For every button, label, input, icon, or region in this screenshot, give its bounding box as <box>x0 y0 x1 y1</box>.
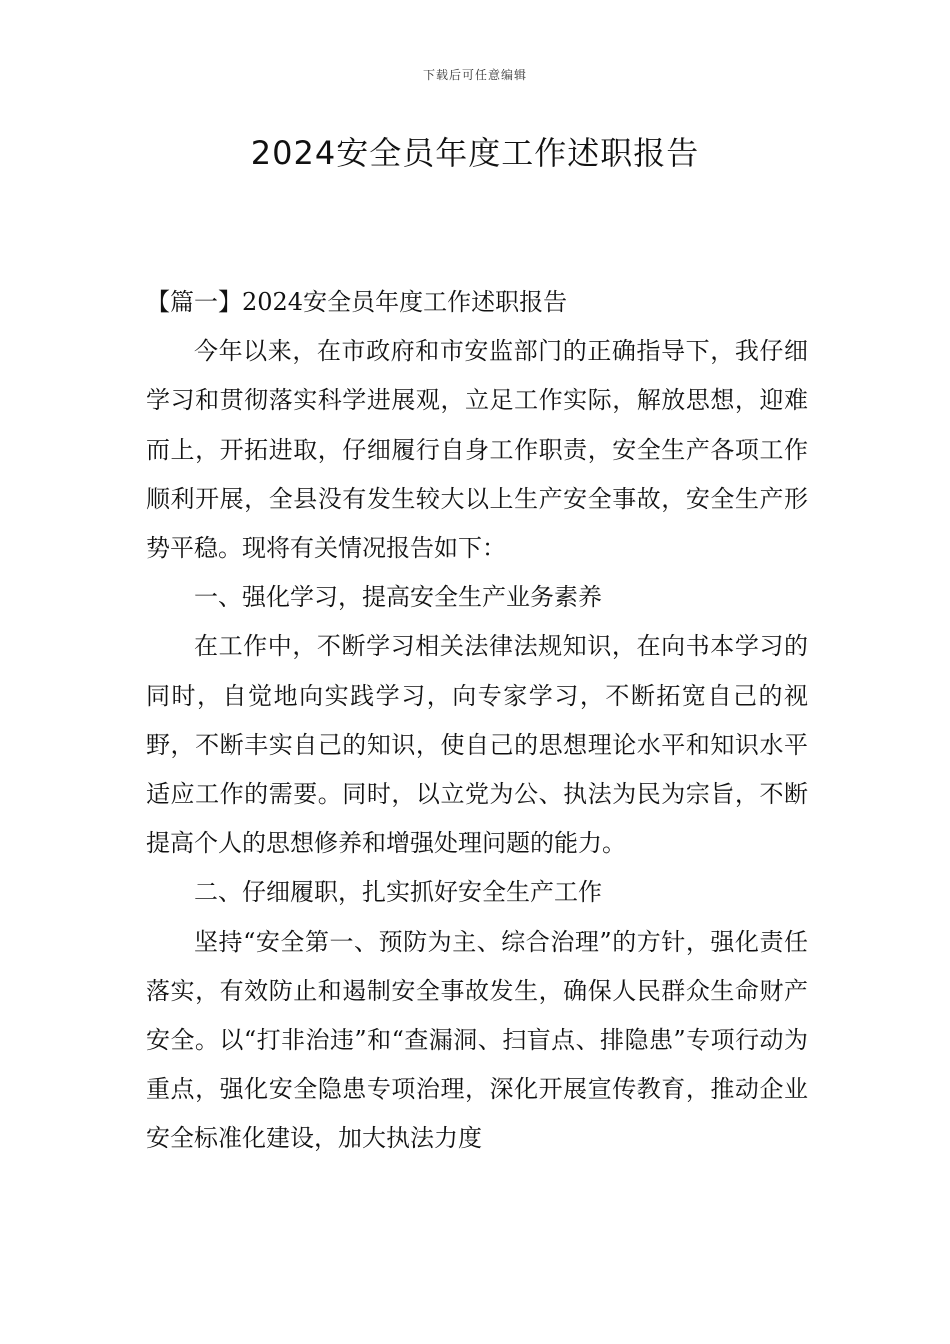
section-heading: 【篇一】2024安全员年度工作述职报告 <box>146 288 568 316</box>
paragraph-study: 在工作中，不断学习相关法律法规知识，在向书本学习的同时，自觉地向实践学习，向专家学习，不断拓宽自己的视野，不断丰实自己的知识，使自己的思想理论水平和知识水平适应工作的需要。同时，以立党为公、执法为民为宗旨，不断提高个人的思想修养和增强处理问题的能力。 <box>146 632 808 858</box>
subheading-1: 一、强化学习，提高安全生产业务素养 <box>194 583 602 612</box>
paragraph-duty: 坚持“安全第一、预防为主、综合治理”的方针，强化责任落实，有效防止和遏制安全事故发生，确保人民群众生命财产安全。以“打非治违”和“查漏洞、扫盲点、排隐患”专项行动为重点，强化安全隐患专项治理，深化开展宣传教育，推动企业安全标准化建设，加大执法力度 <box>146 927 808 1153</box>
document-body <box>146 278 808 1164</box>
header-note: 下载后可任意编辑 <box>422 68 527 82</box>
subheading-2: 二、仔细履职，扎实抓好安全生产工作 <box>194 878 602 907</box>
paragraph-intro: 今年以来，在市政府和市安监部门的正确指导下，我仔细学习和贯彻落实科学进展观，立足工作实际，解放思想，迎难而上，开拓进取，仔细履行自身工作职责，安全生产各项工作顺利开展，全县没有发生较大以上生产安全事故，安全生产形势平稳。现将有关情况报告如下： <box>146 337 808 563</box>
document-title: 2024安全员年度工作述职报告 <box>250 134 700 172</box>
